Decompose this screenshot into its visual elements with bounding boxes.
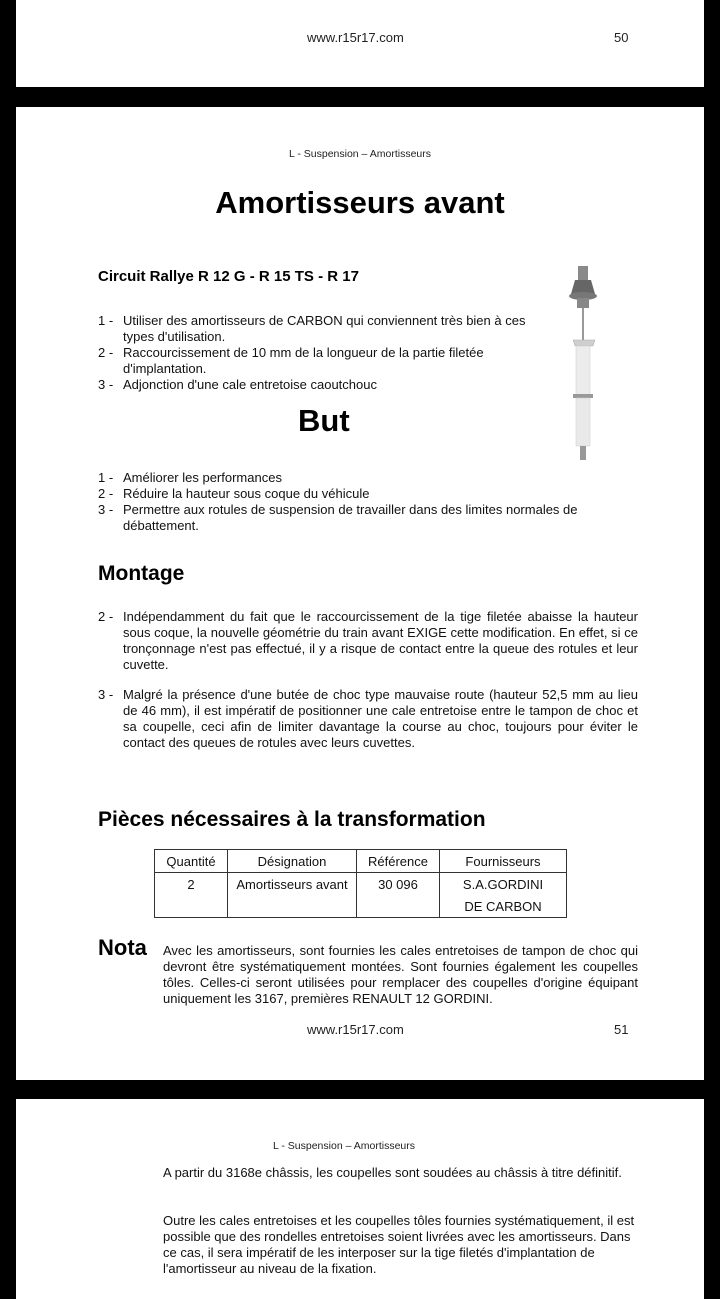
montage-list <box>98 609 638 751</box>
list-number: 2 - <box>98 345 117 360</box>
section-header: L - Suspension – Amortisseurs <box>273 1140 416 1152</box>
montage-heading: Montage <box>98 562 185 585</box>
pdf-page-51 <box>16 107 704 1080</box>
list-item <box>98 502 638 534</box>
subtitle: Circuit Rallye R 12 G - R 15 TS - R 17 <box>98 268 359 285</box>
parts-heading: Pièces nécessaires à la transformation <box>98 808 486 831</box>
list-number: 1 - <box>98 470 117 485</box>
list-text: Malgré la présence d'une butée de choc type mauvaise route (hauteur 52,5 mm au lieu de 46 mm), il est impératif de positionner une cale entretoise entre le tampon de choc et sa coupelle, ceci afin de limiter davantage la course au choc, toujours pour éviter le contact des queues de rotules avec leurs cuvettes. <box>123 687 638 750</box>
list-number: 3 - <box>98 687 117 702</box>
but-list <box>98 470 638 534</box>
nota-text: Avec les amortisseurs, sont fournies les cales entretoises de tampon de choc qui devront être systématiquement montées. Sont fournies également les coupelles tôles. Celles-ci seront utilisées pour remplacer des coupelles d'origine équipant uniquement les 3167, premières RENAULT 12 GORDINI. <box>163 943 638 1006</box>
page-number: 50 <box>614 30 629 45</box>
intro-list <box>98 313 556 393</box>
list-number: 2 - <box>98 609 117 624</box>
table-row <box>155 895 567 918</box>
list-item <box>98 345 556 377</box>
table-header-row <box>155 850 567 873</box>
page-number: 51 <box>614 1022 629 1037</box>
cell-designation: Amortisseurs avant <box>228 873 357 896</box>
pdf-page-50 <box>16 0 704 87</box>
page-footer-url[interactable]: www.r15r17.com <box>307 30 404 45</box>
column-header-designation: Désignation <box>228 850 357 873</box>
cell-empty <box>357 895 440 918</box>
pdf-page-52 <box>16 1099 704 1299</box>
list-number: 2 - <box>98 486 117 501</box>
list-item <box>98 687 638 751</box>
cell-reference: 30 096 <box>357 873 440 896</box>
list-item <box>98 377 556 393</box>
list-text: Adjonction d'une cale entretoise caoutchouc <box>123 377 377 392</box>
list-item <box>98 470 638 486</box>
column-header-reference: Référence <box>357 850 440 873</box>
but-heading: But <box>298 403 350 438</box>
list-item <box>98 486 638 502</box>
cell-fournisseur: S.A.GORDINI <box>440 873 567 896</box>
cell-empty <box>155 895 228 918</box>
list-text: Utiliser des amortisseurs de CARBON qui conviennent très bien à ces types d'utilisation. <box>123 313 526 344</box>
list-text: Permettre aux rotules de suspension de travailler dans des limites normales de débattement. <box>123 502 578 533</box>
shock-absorber-icon <box>569 266 597 460</box>
cell-fournisseur: DE CARBON <box>440 895 567 918</box>
list-text: Réduire la hauteur sous coque du véhicule <box>123 486 370 501</box>
section-header: L - Suspension – Amortisseurs <box>288 148 431 160</box>
nota-label: Nota <box>98 935 147 960</box>
list-item <box>98 609 638 673</box>
list-text: Indépendamment du fait que le raccourcissement de la tige filetée abaisse la hauteur sous coque, la nouvelle géométrie du train avant EXIGE cette modification. En effet, si ce tronçonnage n'est pas effectué, il y a risque de contact entre la queue des rotules et leur cuvette. <box>123 609 638 672</box>
page-title: Amortisseurs avant <box>215 185 505 220</box>
cell-quantite: 2 <box>155 873 228 896</box>
column-header-fournisseurs: Fournisseurs <box>440 850 567 873</box>
list-text: Améliorer les performances <box>123 470 282 485</box>
list-number: 3 - <box>98 377 117 392</box>
paragraph: Outre les cales entretoises et les coupelles tôles fournies systématiquement, il est possible que des rondelles entretoises soient livrées avec les amortisseurs. Dans ce cas, il sera impératif de les interposer sur la tige filetés d'implantation de l'amortisseur au niveau de la fixation. <box>163 1213 635 1276</box>
list-item <box>98 313 556 345</box>
shock-absorber-image <box>561 262 607 462</box>
page-footer-url[interactable]: www.r15r17.com <box>307 1022 404 1037</box>
parts-table <box>154 849 567 918</box>
paragraph: A partir du 3168e châssis, les coupelles sont soudées au châssis à titre définitif. <box>163 1165 622 1180</box>
list-number: 1 - <box>98 313 117 328</box>
list-number: 3 - <box>98 502 117 517</box>
column-header-quantite: Quantité <box>155 850 228 873</box>
table-row <box>155 873 567 896</box>
list-text: Raccourcissement de 10 mm de la longueur de la partie filetée d'implantation. <box>123 345 484 376</box>
cell-empty <box>228 895 357 918</box>
